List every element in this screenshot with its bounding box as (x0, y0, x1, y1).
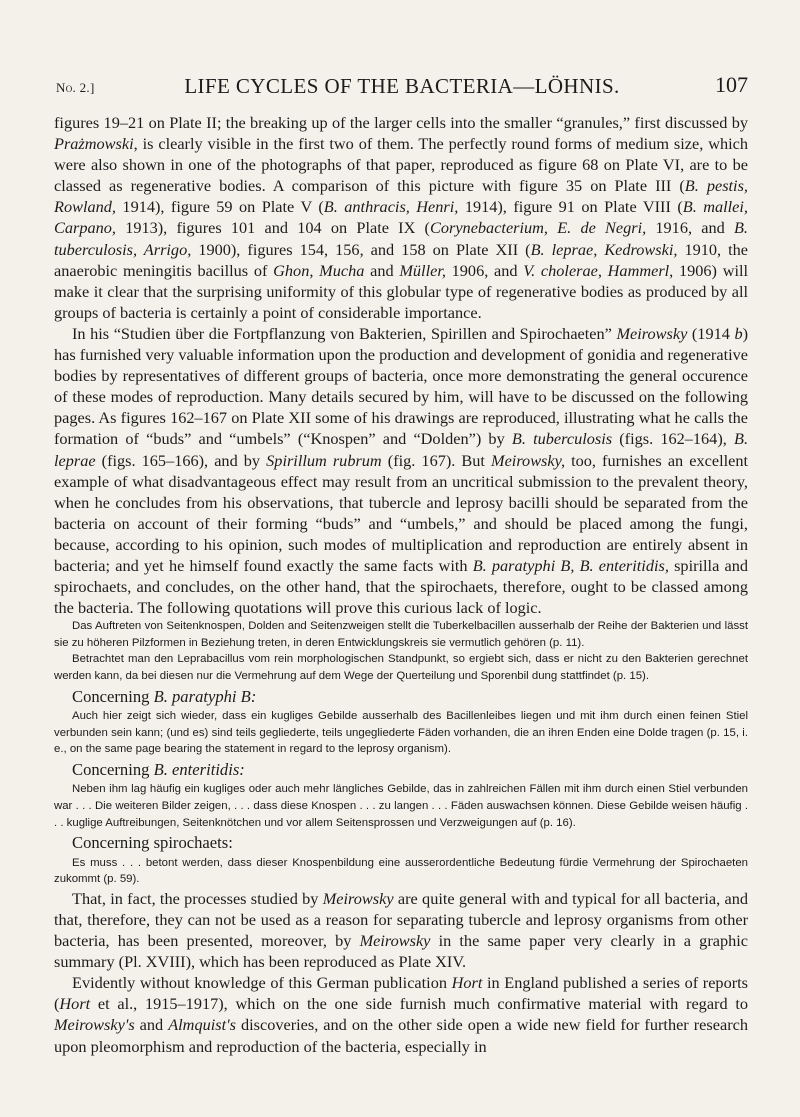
paragraph-1: figures 19–21 on Plate II; the breaking up of the larger cells into the smaller “granules,” first discussed by Prażmowski, is clearly visible in the first two of them. The perfectly round forms of medium size, which were also shown in one of the photographs of that paper, reproduced as figure 68 on Plate VI, are to be classed as regenerative bodies. A comparison of this picture with figure 35 on Plate III (B. pestis, Rowland, 1914), figure 59 on Plate V (B. anthracis, Henri, 1914), figure 91 on Plate VIII (B. mallei, Carpano, 1913), figures 101 and 104 on Plate IX (Corynebacterium, E. de Negri, 1916, and B. tuberculosis, Arrigo, 1900), figures 154, 156, and 158 on Plate XII (B. leprae, Kedrowski, 1910, the anaerobic meningitis bacillus of Ghon, Mucha and Müller, 1906, and V. cholerae, Hammerl, 1906) will make it clear that the surprising uniformity of this globular type of regenerative bodies as produced by all groups of bacteria is certainly a point of considerable importance. (54, 113, 749, 322)
issue-number: No. 2.] (56, 80, 95, 95)
article-body (54, 112, 748, 1057)
heading-spirochaets: Concerning spirochaets: (72, 833, 233, 853)
heading-paratyphi: Concerning B. paratyphi B: (72, 686, 257, 706)
paragraph-3: That, in fact, the processes studied by Meirowsky are quite general with and typical for all bacteria, and that, therefore, they can not be used as a reason for separating tubercle and leprosy organisms from other bacteria, has been presented, moreover, by Meirowsky in the same paper very clearly in a graphic summary (Pl. XVIII), which has been reproduced as Plate XIV. (54, 888, 749, 972)
quotation-4: Neben ihm lag häufig ein kugliges oder auch mehr längliches Gebilde, das in zahlreichen Fällen mit ihm durch einen Stiel verbunden war . . . Die weiteren Bilder zeigen, . . . dass diese Knospen . . . zu langen . . . Fäden auswachsen können. Diese Gebilde weisen häufig . . . kuglige Auftreibungen, Seitenknötchen und vor allem Seitensprossen und Verzweigungen auf (p. 16). (54, 783, 748, 829)
quotation-5: Es muss . . . betont werden, dass dieser Knospenbildung eine ausserordentliche Bedeutung fürdie Vermehrung der Spirochaeten zukommt (p. 59). (54, 856, 748, 886)
running-title: LIFE CYCLES OF THE BACTERIA—LÖHNIS. (184, 74, 620, 98)
heading-enteritidis: Concerning B. enteritidis: (72, 759, 245, 779)
paragraph-4: Evidently without knowledge of this German publication Hort in England published a series of reports (Hort et al., 1915–1917), which on the one side furnish much confirmative material with regard to Meirowsky's and Almquist's discoveries, and on the other side open a wide new field for further research upon pleomorphism and reproduction of the bacteria, especially in (54, 973, 748, 1056)
quotation-3: Auch hier zeigt sich wieder, dass ein kugliges Gebilde ausserhalb des Bacillenleibes liegen und mit ihm durch einen feinen Stiel verbunden sein kann; (und es) sind teils gegliederte, teils ungegliederte Fäden vorhanden, die an ihren Enden eine Dolde tragen (p. 15, i. e., on the same page bearing the statement in regard to the leprosy organism). (54, 710, 748, 756)
quotation-1: Das Auftreten von Seitenknospen, Dolden and Seitenzweigen stellt die Tuberkelbacillen ausserhalb der Reihe der Bakterien und lässt sie zu höheren Pilzformen in Beziehung treten, in deren Entwicklungskreis sie vermutlich gehören (p. 11). (54, 620, 748, 649)
running-header (56, 66, 748, 100)
paragraph-2: In his “Studien über die Fortpflanzung von Bakterien, Spirillen and Spirochaeten” Meirowsky (1914 b) has furnished very valuable information upon the production and development of gonidia and regenerative bodies by representatives of different groups of bacteria, once more demonstrating the general occurence of these modes of reproduction. Many details secured by him, will have to be discussed on the following pages. As figures 162–167 on Plate XII some of his drawings are reproduced, illustrating what he calls the formation of “buds” and “umbels” (“Knospen” and “Dolden”) by B. tuberculosis (figs. 162–164), B. leprae (figs. 165–166), and by Spirillum rubrum (fig. 167). But Meirowsky, too, furnishes an excellent example of what disadvantageous effect may result from an uncritical submission to the prevalent theory, when he concludes from his observations, that tubercle and leprosy bacilli should be separated from the bacteria on account of their forming “buds” and “umbels,” and should be placed among the fungi, because, according to his opinion, such modes of multiplication and reproduction are entirely absent in bacteria; and yet he himself found exactly the same facts with B. paratyphi B, B. enteritidis, spirilla and spirochaets, and concludes, on the other hand, that the spirochaets, therefore, ought to be classed among the bacteria. The following quotations will prove this curious lack of logic. (54, 323, 749, 618)
quotation-2: Betrachtet man den Leprabacillus vom rein morphologischen Standpunkt, so ergiebt sich, dass er nicht zu den Bakterien gerechnet werden kann, da bei diesen nur die Vermehrung auf dem Wege der Querteilung und Sporenbil dung stattfindet (p. 15). (54, 653, 748, 683)
page-number: 107 (715, 72, 748, 97)
